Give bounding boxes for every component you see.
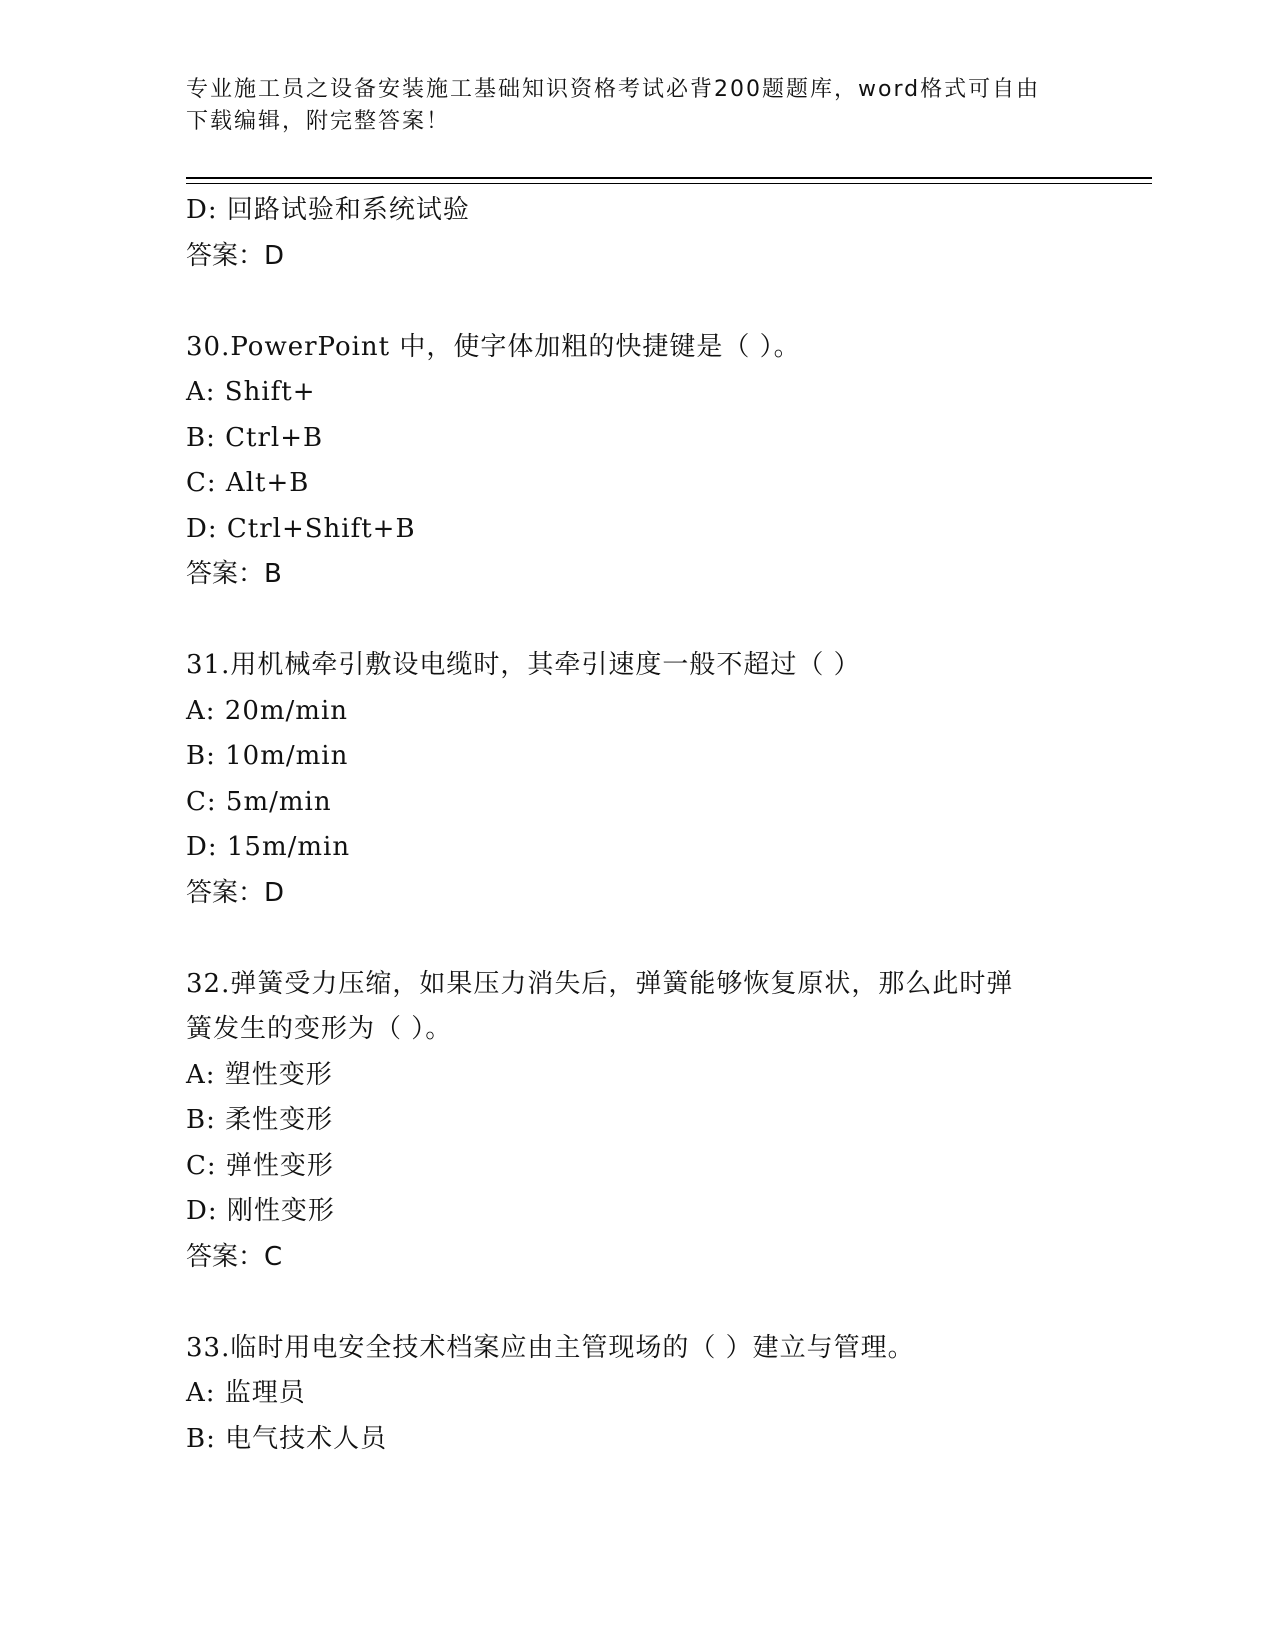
- option-d: D: 刚性变形: [186, 1196, 335, 1226]
- option-c: C: Alt+B: [186, 468, 310, 498]
- question-32: [186, 962, 1086, 1281]
- option-a: A: 20m/min: [186, 695, 349, 726]
- question-31: [186, 643, 1086, 916]
- spacer: [186, 598, 1086, 644]
- answer: 答案：C: [186, 1241, 283, 1272]
- question-title-line-1: 32.弹簧受力压缩，如果压力消失后，弹簧能够恢复原状，那么此时弹: [186, 968, 1014, 999]
- answer: 答案：B: [186, 559, 282, 589]
- header-divider-thick: [186, 177, 1152, 179]
- option-d: D: Ctrl+Shift+B: [186, 513, 416, 544]
- header-divider-thin: [186, 183, 1152, 184]
- question-title: 31.用机械牵引敷设电缆时，其牵引速度一般不超过（ ）: [186, 650, 861, 680]
- question-30: [186, 325, 1086, 598]
- prev-answer: 答案：D: [186, 240, 285, 271]
- spacer: [186, 916, 1086, 962]
- option-b: B: 10m/min: [186, 741, 349, 771]
- header-line-1: 专业施工员之设备安装施工基础知识资格考试必背200题题库，word格式可自由: [186, 77, 1041, 102]
- option-b: B: 柔性变形: [186, 1105, 334, 1135]
- question-title: 33.临时用电安全技术档案应由主管现场的（ ）建立与管理。: [186, 1332, 915, 1363]
- option-a: A: Shift+: [186, 377, 316, 407]
- document-header: [186, 74, 1086, 138]
- question-content: [186, 188, 1086, 1462]
- option-a: A: 监理员: [186, 1378, 306, 1408]
- option-a: A: 塑性变形: [186, 1059, 333, 1090]
- question-title-line-2: 簧发生的变形为（ ）。: [186, 1014, 453, 1044]
- spacer: [186, 279, 1086, 325]
- question-title: 30.PowerPoint 中，使字体加粗的快捷键是（ ）。: [186, 331, 801, 362]
- prev-option-d: D: 回路试验和系统试验: [186, 195, 470, 225]
- option-c: C: 弹性变形: [186, 1150, 334, 1181]
- header-line-2: 下载编辑，附完整答案！: [186, 109, 451, 134]
- question-33: [186, 1326, 1086, 1463]
- option-b: B: 电气技术人员: [186, 1423, 388, 1454]
- spacer: [186, 1280, 1086, 1326]
- option-d: D: 15m/min: [186, 832, 351, 862]
- answer: 答案：D: [186, 877, 285, 908]
- option-c: C: 5m/min: [186, 786, 332, 817]
- option-b: B: Ctrl+B: [186, 422, 324, 453]
